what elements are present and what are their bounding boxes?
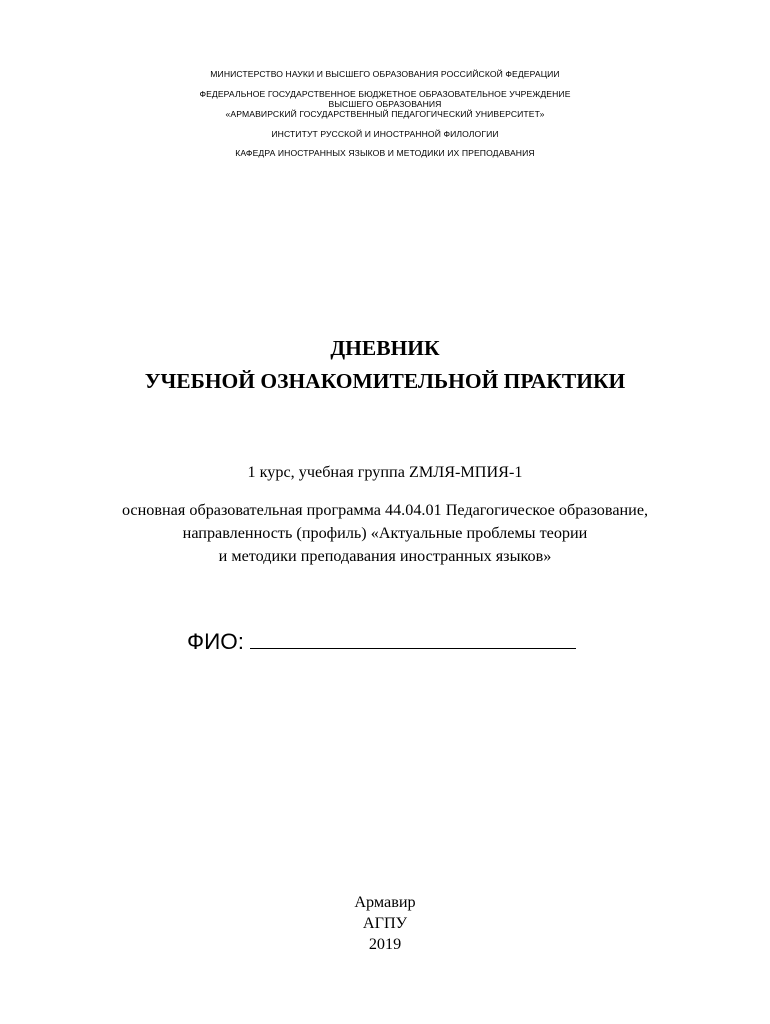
ministry-text: МИНИСТЕРСТВО НАУКИ И ВЫСШЕГО ОБРАЗОВАНИЯ РОССИЙСКОЙ ФЕДЕРАЦИИ (210, 69, 560, 79)
fio-label: ФИО: (187, 629, 245, 654)
ministry-heading (0, 69, 770, 79)
department-text: КАФЕДРА ИНОСТРАННЫХ ЯЗЫКОВ И МЕТОДИКИ ИХ ПРЕПОДАВАНИЯ (235, 148, 535, 158)
institution-line-2: ВЫСШЕГО ОБРАЗОВАНИЯ (328, 99, 442, 109)
course-group-text: 1 курс, учебная группа ZМЛЯ-МПИЯ-1 (247, 463, 523, 481)
department-heading (0, 148, 770, 158)
program-line-2: направленность (профиль) «Актуальные проблемы теории (182, 524, 588, 542)
institution-heading (0, 89, 770, 119)
institution-line-1: ФЕДЕРАЛЬНОЕ ГОСУДАРСТВЕННОЕ БЮДЖЕТНОЕ ОБРАЗОВАТЕЛЬНОЕ УЧРЕЖДЕНИЕ (199, 89, 571, 99)
document-title-line-1: ДНЕВНИК (330, 336, 440, 360)
fio-blank-line (250, 628, 576, 649)
university-name: «АРМАВИРСКИЙ ГОСУДАРСТВЕННЫЙ ПЕДАГОГИЧЕСКИЙ УНИВЕРСИТЕТ» (225, 109, 545, 119)
institute-heading (0, 129, 770, 139)
fio-field (187, 628, 576, 655)
footer-block (0, 892, 770, 955)
institute-text: ИНСТИТУТ РУССКОЙ И ИНОСТРАННОЙ ФИЛОЛОГИИ (271, 129, 499, 139)
program-line-3: и методики преподавания иностранных языков» (218, 547, 552, 565)
footer-university-abbr: АГПУ (362, 914, 408, 932)
document-title-line-2: УЧЕБНОЙ ОЗНАКОМИТЕЛЬНОЙ ПРАКТИКИ (144, 369, 626, 393)
footer-city: Армавир (354, 893, 416, 911)
program-line-1: основная образовательная программа 44.04.01 Педагогическое образование, (121, 501, 649, 519)
footer-year: 2019 (368, 935, 402, 953)
